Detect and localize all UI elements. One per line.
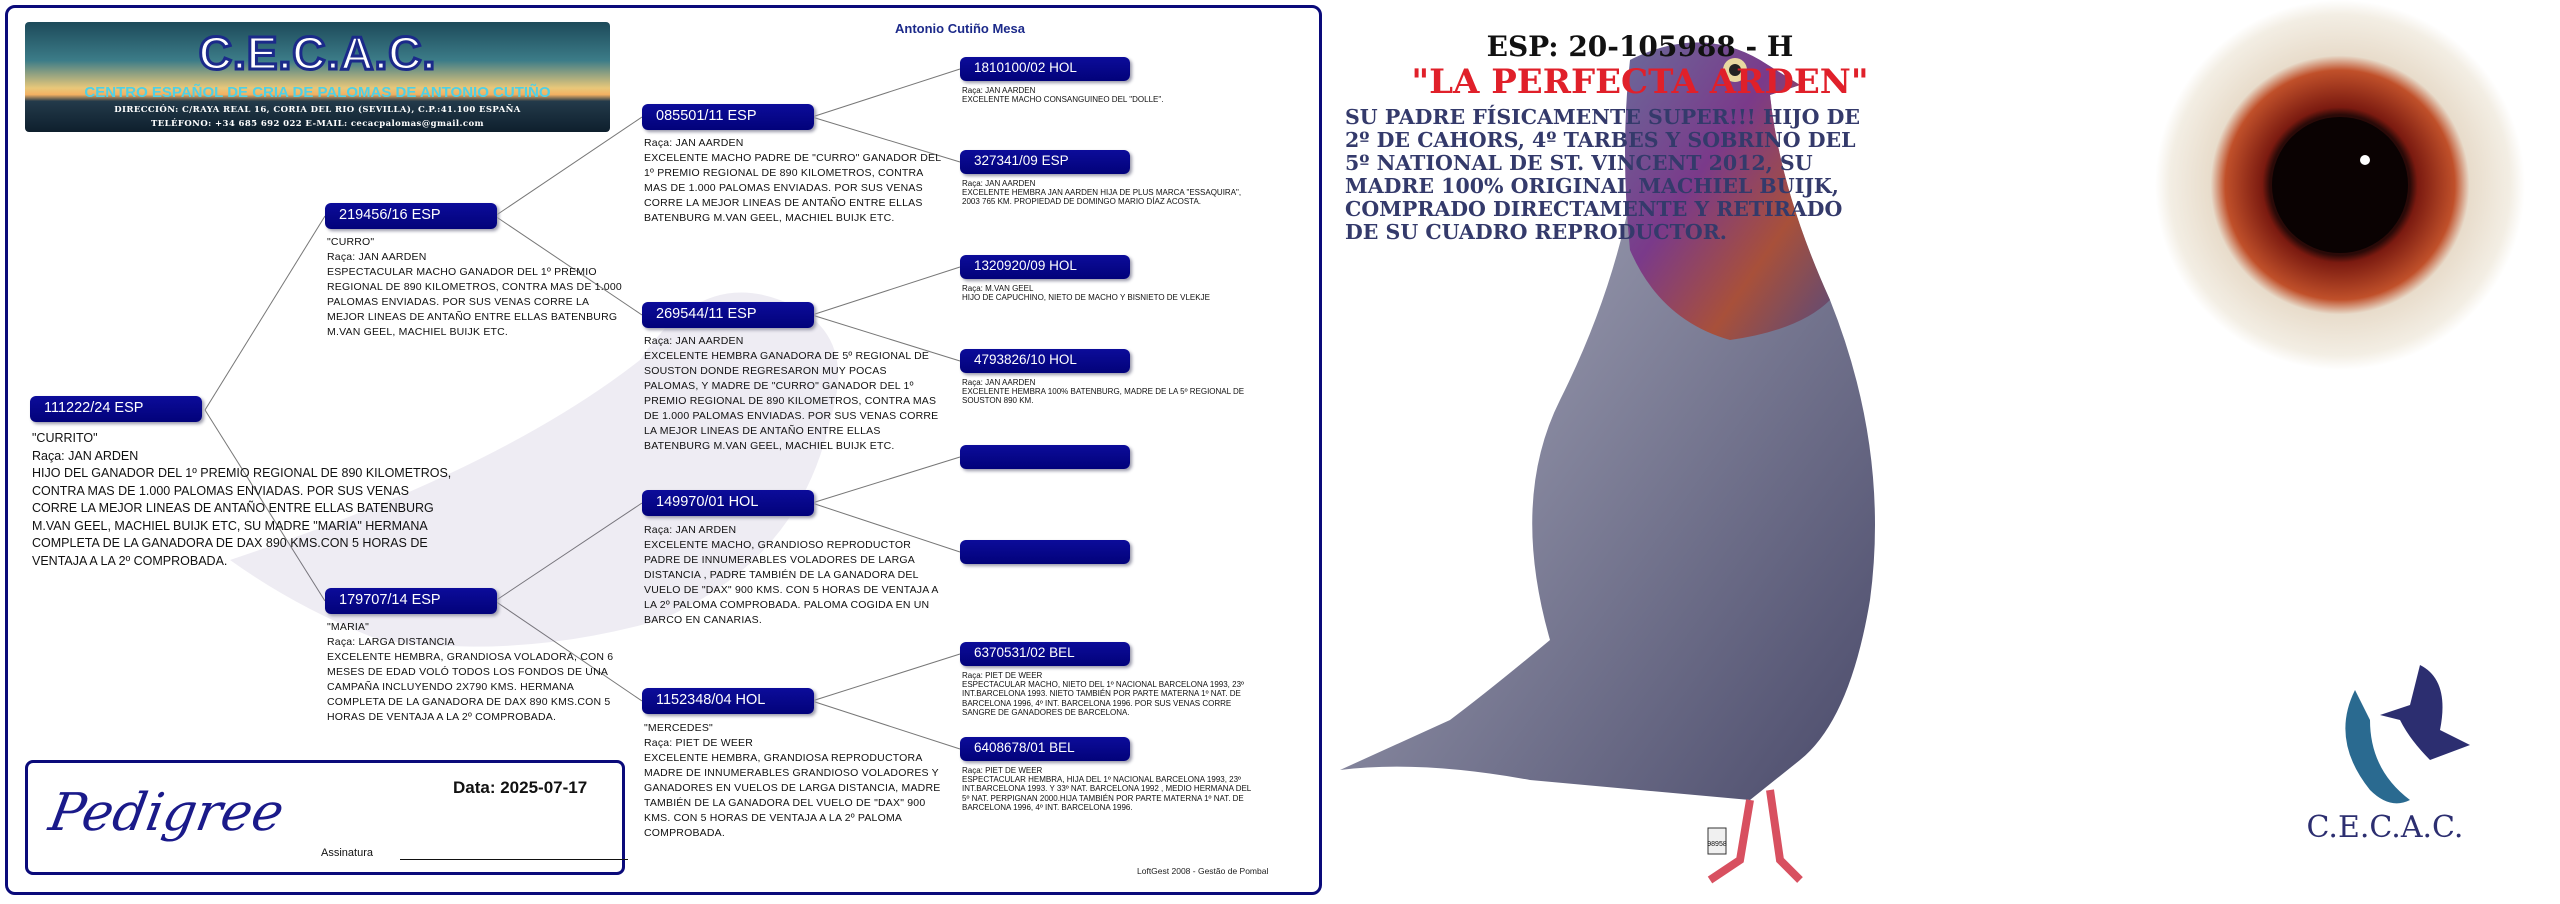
owner-name: Antonio Cutiño Mesa — [895, 21, 1025, 36]
grandparent-description: Raça: JAN AARDEN EXCELENTE HEMBRA GANADORA DE 5º REGIONAL DE SOUSTON DONDE REGRESARON MUY POCAS PALOMAS, Y MADRE DE "CURRO" GANADOR DEL 1º PREMIO REGIONAL DE 890 KILOMETROS, CONTRA MAS DE 1.000 PALOMAS ENVIADAS. POR SUS VENAS CORRE LA MEJOR LINEAS DE ANTAÑO ENTRE ELLAS BATENBURG M.VAN GEEL, MACHIEL BUIJK ETC. — [644, 335, 939, 452]
great-grandparent-ring-box[interactable]: 6408678/01 BEL — [960, 737, 1130, 761]
great-grandparent-description: Raça: M.VAN GEEL HIJO DE CAPUCHINO, NIETO DE MACHO Y BISNIETO DE VLEKJE — [962, 284, 1210, 303]
great-grandparent-description: Raça: JAN AARDEN EXCELENTE HEMBRA JAN AARDEN HIJA DE PLUS MARCA "ESSAQUIRA", 2003 765 KM. PROPIEDAD DE DOMINGO MARIO DÍAZ ACOSTA. — [962, 179, 1242, 207]
software-credit: LoftGest 2008 - Gestão de Pombal — [1137, 866, 1269, 876]
grandparent-ring-box[interactable]: 269544/11 ESP — [642, 302, 814, 328]
grandparent-ring-box[interactable]: 1152348/04 HOL — [642, 688, 814, 714]
signature-label: Assinatura — [321, 847, 373, 859]
cecac-banner-logo — [25, 22, 610, 132]
grandparent-description: Raça: JAN AARDEN EXCELENTE MACHO PADRE DE "CURRO" GANADOR DEL 1º PREMIO REGIONAL DE 890 KILOMETROS, CONTRA MAS DE 1.000 PALOMAS ENVIADAS. POR SUS VENAS CORRE LA MEJOR LINEAS DE ANTAÑO ENTRE ELLAS BATENBURG M.VAN GEEL, MACHIEL BUIJK ETC. — [644, 137, 941, 224]
pedigree-date: Data: 2025-07-17 — [453, 778, 588, 797]
pedigree-script-title: Pedigree — [44, 783, 289, 843]
pedigree-footer-box — [25, 760, 625, 875]
great-grandparent-description: Raça: JAN AARDEN EXCELENTE MACHO CONSANGUINEO DEL "DOLLE". — [962, 86, 1164, 105]
logo-contact: TELÉFONO: +34 685 692 022 E-MAIL: cecacpalomas@gmail.com — [151, 119, 484, 129]
sire-description: "CURRO" Raça: JAN AARDEN ESPECTACULAR MACHO GANADOR DEL 1º PREMIO REGIONAL DE 890 KILOMETROS, CONTRA MAS DE 1.000 PALOMAS ENVIADAS. POR SUS VENAS CORRE LA MEJOR LINEAS DE ANTAÑO ENTRE ELLAS BATENBURG M.VAN GEEL, MACHIEL BUIJK ETC. — [327, 236, 622, 338]
great-grandparent-ring-box[interactable]: 1810100/02 HOL — [960, 57, 1130, 81]
dam-ring-box[interactable]: 179707/14 ESP — [325, 588, 497, 614]
sire-ring-box[interactable]: 219456/16 ESP — [325, 203, 497, 229]
logo-address: DIRECCIÓN: C/RAYA REAL 16, CORIA DEL RIO (SEVILLA), C.P.:41.100 ESPAÑA — [114, 105, 521, 115]
dam-description: "MARIA" Raça: LARGA DISTANCIA EXCELENTE HEMBRA, GRANDIOSA VOLADORA, CON 6 MESES DE EDAD VOLÓ TODOS LOS FONDOS DE UNA CAMPAÑA INCLUYENDO 2X790 KMS. HERMANA COMPLETA DE LA GANADORA DE DAX 890 KMS.CON 5 HORAS DE VENTAJA A LA 2º COMPROBADA. — [327, 621, 614, 723]
signature-line[interactable] — [400, 859, 628, 860]
poster-ring-number: ESP: 20-105988 - H — [1486, 30, 1794, 63]
cecac-pigeon-logo-icon — [2345, 665, 2470, 803]
poster-pigeon-name: "LA PERFECTA ARDEN" — [1411, 62, 1869, 102]
great-grandparent-ring-box[interactable]: 4793826/10 HOL — [960, 349, 1130, 373]
grandparent-ring-box[interactable]: 085501/11 ESP — [642, 104, 814, 130]
logo-subtitle: CENTRO ESPAÑOL DE CRIA DE PALOMAS DE ANTONIO CUTIÑO — [84, 84, 551, 101]
grandparent-ring-box[interactable]: 149970/01 HOL — [642, 490, 814, 516]
great-grandparent-description: Raça: PIET DE WEER ESPECTACULAR MACHO, NIETO DEL 1º NACIONAL BARCELONA 1993, 23º INT.BARCELONA 1993. NIETO TAMBIÉN POR PARTE MATERNA 1º NAT. DE BARCELONA 1996, 4º INT. BARCELONA 1996. POR SUS VENAS CORRE SANGRE DE GANADORES DE BARCELONA. — [962, 671, 1244, 717]
leg-ring-number: 98958 — [1707, 841, 1727, 848]
eye-closeup — [2155, 0, 2525, 370]
grandparent-description: "MERCEDES" Raça: PIET DE WEER EXCELENTE HEMBRA, GRANDIOSA REPRODUCTORA MADRE DE INNUMERABLES GRANDIOSO VOLADORES Y GANADORES EN VUELOS DE LARGA DISTANCIA, MADRE TAMBIÉN DE LA GANADORA DEL VUELO DE "DAX" 900 KMS. CON 5 HORAS DE VENTAJA A LA 2º PALOMA COMPROBADA. — [644, 722, 941, 839]
subject-ring-box[interactable]: 111222/24 ESP — [30, 396, 202, 422]
grandparent-description: Raça: JAN ARDEN EXCELENTE MACHO, GRANDIOSO REPRODUCTOR PADRE DE INNUMERABLES VOLADORES DE LARGA DISTANCIA , PADRE TAMBIÉN DE LA GANADORA DEL VUELO DE "DAX" 900 KMS. CON 5 HORAS DE VENTAJA A LA 2º PALOMA COMPROBADA. PALOMA COGIDA EN UN BARCO EN CANARIAS. — [644, 524, 939, 626]
subject-description: "CURRITO" Raça: JAN ARDEN HIJO DEL GANADOR DEL 1º PREMIO REGIONAL DE 890 KILOMETROS, CONTRA MAS DE 1.000 PALOMAS ENVIADAS. POR SUS VENAS CORRE LA MEJOR LINEAS DE ANTAÑO ENTRE ELLAS BATENBURG M.VAN GEEL, MACHIEL BUIJK ETC, SU MADRE "MARIA" HERMANA COMPLETA DE LA GANADORA DE DAX 890 KMS.CON 5 HORAS DE VENTAJA A LA 2º COMPROBADA. — [32, 431, 452, 568]
great-grandparent-ring-box[interactable]: 1320920/09 HOL — [960, 255, 1130, 279]
great-grandparent-description: Raça: PIET DE WEER ESPECTACULAR HEMBRA, HIJA DEL 1º NACIONAL BARCELONA 1993, 23º INT.BARCELONA 1993. Y 33º NAT. BARCELONA 1992 , MEDIO HERMANA DEL 5º NAT. PERPIGNAN 2000.HIJA TAMBIÉN POR PARTE MATERNA 1º NAT. DE BARCELONA 1996, 4º INT. BARCELONA 1996. — [962, 766, 1251, 812]
great-grandparent-description: Raça: JAN AARDEN EXCELENTE HEMBRA 100% BATENBURG, MADRE DE LA 5º REGIONAL DE SOUSTON 890 KM. — [962, 378, 1245, 406]
great-grandparent-ring-box[interactable]: 6370531/02 BEL — [960, 642, 1130, 666]
logo-title: C.E.C.A.C. — [198, 27, 437, 79]
empty-ring-box[interactable] — [960, 445, 1130, 469]
poster-logo-text: C.E.C.A.C. — [2306, 810, 2464, 845]
poster-description: SU PADRE FÍSICAMENTE SUPER!!! HIJO DE 2º DE CAHORS, 4º TARBES Y SOBRINO DEL 5º NATIONAL DE ST. VINCENT 2012, SU MADRE 100% ORIGINAL MACHIEL BUIJK, COMPRADO DIRECTAMENTE Y RETIRADO DE SU CUADRO REPRODUCTOR. — [1345, 105, 1861, 244]
great-grandparent-ring-box[interactable]: 327341/09 ESP — [960, 150, 1130, 174]
empty-ring-box[interactable] — [960, 540, 1130, 564]
